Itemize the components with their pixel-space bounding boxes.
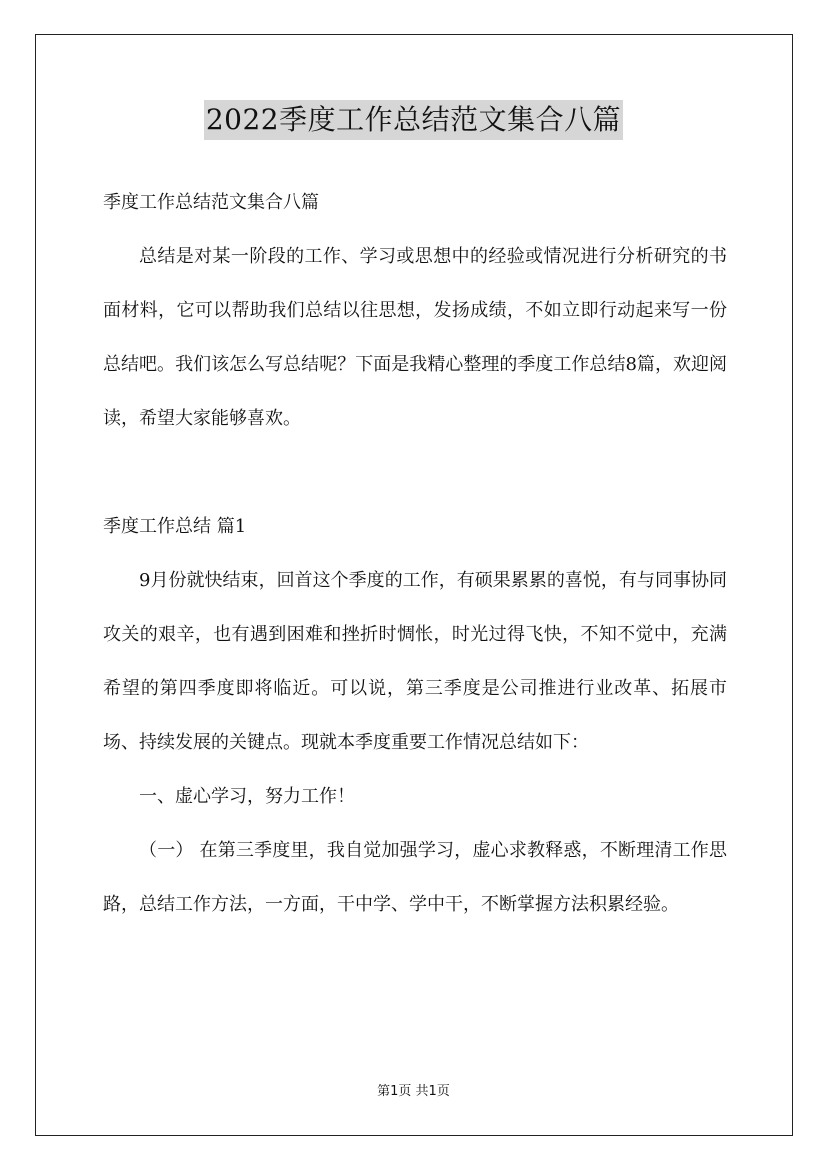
document-title: 2022季度工作总结范文集合八篇 bbox=[204, 100, 623, 140]
section-paragraph-2: （一） 在第三季度里，我自觉加强学习，虚心求教释惑，不断理清工作思路，总结工作方法，一方面，干中学、学中干，不断掌握方法积累经验。 bbox=[103, 840, 727, 915]
page-number: 第1页 共1页 bbox=[377, 1084, 450, 1099]
section-paragraph-1: 9月份就快结束，回首这个季度的工作，有硕果累累的喜悦，有与同事协同攻关的艰辛，也有遇到困难和挫折时惆怅，时光过得飞快，不知不觉中，充满希望的第四季度即将临近。可以说，第三季度是公司推进行业改革、拓展市场、持续发展的关键点。现就本季度重要工作情况总结如下： bbox=[103, 570, 727, 753]
page-footer bbox=[0, 1082, 827, 1102]
subtitle: 季度工作总结范文集合八篇 bbox=[103, 192, 319, 213]
title-container bbox=[0, 100, 827, 140]
section-subheading-1: 一、虚心学习，努力工作！ bbox=[139, 786, 355, 807]
document-body bbox=[103, 176, 727, 932]
section-heading: 季度工作总结 篇1 bbox=[103, 516, 247, 537]
intro-paragraph: 总结是对某一阶段的工作、学习或思想中的经验或情况进行分析研究的书面材料，它可以帮助我们总结以往思想，发扬成绩，不如立即行动起来写一份总结吧。我们该怎么写总结呢？下面是我精心整理的季度工作总结8篇，欢迎阅读，希望大家能够喜欢。 bbox=[103, 246, 727, 429]
section-spacer bbox=[103, 446, 727, 500]
